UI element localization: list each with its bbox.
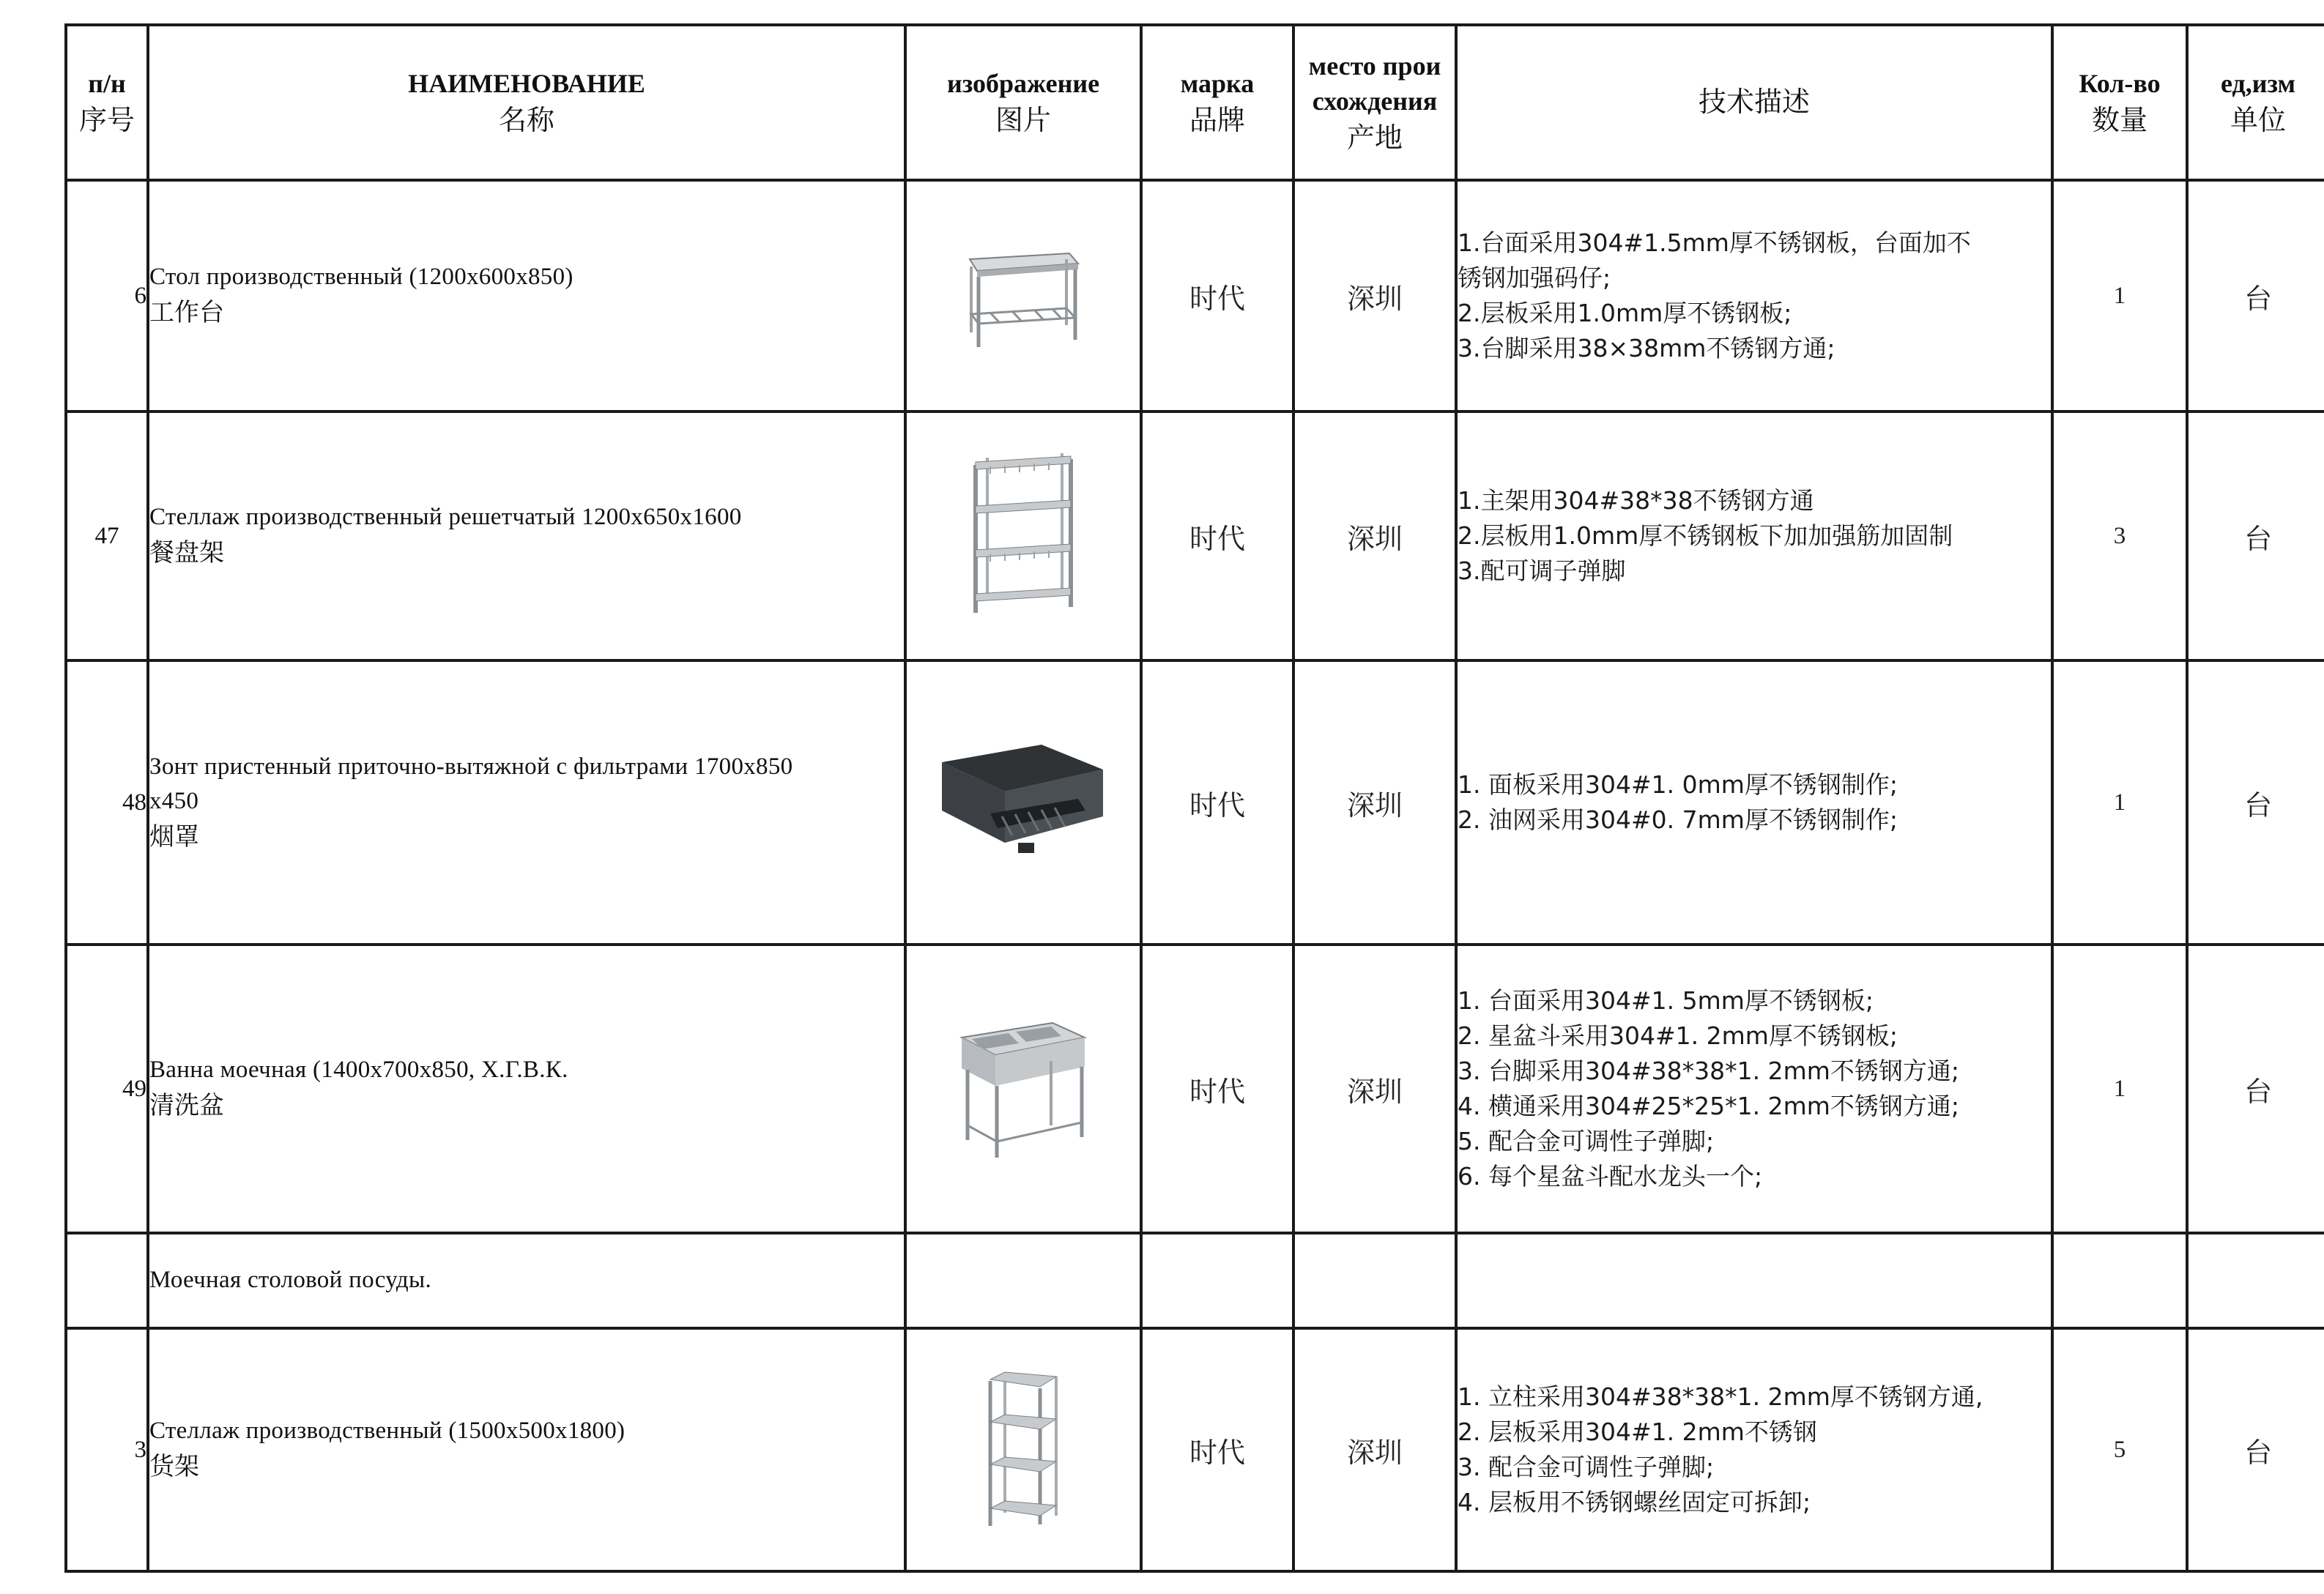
unit: 台 (2187, 945, 2324, 1233)
table-row (66, 945, 2324, 1233)
item-name: Стол производственный (1200х600х850) 工作台 (148, 180, 905, 411)
header-image: изображение 图片 (905, 25, 1141, 180)
spec-table (64, 23, 2324, 1573)
item-name: Стеллаж производственный решетчатый 1200х650х1600 餐盘架 (148, 411, 905, 660)
quantity: 1 (2052, 180, 2187, 411)
item-image (905, 180, 1141, 411)
rack-icon (961, 452, 1085, 620)
origin: 深圳 (1293, 660, 1456, 945)
header-brand: марка 品牌 (1141, 25, 1293, 180)
quantity: 1 (2052, 660, 2187, 945)
origin: 深圳 (1293, 1328, 1456, 1571)
brand: 时代 (1141, 945, 1293, 1233)
section-title: Моечная столовой посуды. (148, 1233, 905, 1328)
row-number: 6 (66, 180, 148, 411)
item-image (905, 1328, 1141, 1571)
unit: 台 (2187, 1328, 2324, 1571)
row-number: 49 (66, 945, 148, 1233)
row-number: 47 (66, 411, 148, 660)
item-image (905, 660, 1141, 945)
brand: 时代 (1141, 411, 1293, 660)
hood-icon (939, 740, 1107, 865)
shelf-icon (983, 1369, 1063, 1530)
tech-description: 1.主架用304#38*38不锈钢方通 2.层板用1.0mm厚不锈钢板下加加强筋加固制 3.配可调子弹脚 (1456, 411, 2052, 660)
brand: 时代 (1141, 1328, 1293, 1571)
unit: 台 (2187, 411, 2324, 660)
work-table-icon (961, 237, 1085, 354)
quantity: 1 (2052, 945, 2187, 1233)
header-row (66, 25, 2324, 180)
table-row (66, 1328, 2324, 1571)
header-no: п/н 序号 (66, 25, 148, 180)
tech-description: 1. 台面采用304#1. 5mm厚不锈钢板; 2. 星盆斗采用304#1. 2mm厚不锈钢板; 3. 台脚采用304#38*38*1. 2mm不锈钢方通; 4. 横通采用304#25*25*1. 2mm不锈钢方通; 5. 配合金可调性子弹脚; 6. 每个星盆斗配水龙头一个; (1456, 945, 2052, 1233)
quantity: 3 (2052, 411, 2187, 660)
header-name: НАИМЕНОВАНИЕ 名称 (148, 25, 905, 180)
table-row (66, 660, 2324, 945)
item-image (905, 945, 1141, 1233)
section-row (66, 1233, 2324, 1328)
header-desc: 技术描述 (1456, 25, 2052, 180)
item-name: Ванна моечная (1400х700х850, Х.Г.В.К. 清洗盆 (148, 945, 905, 1233)
brand: 时代 (1141, 180, 1293, 411)
origin: 深圳 (1293, 411, 1456, 660)
origin: 深圳 (1293, 180, 1456, 411)
table-row (66, 180, 2324, 411)
item-name: Зонт пристенный приточно-вытяжной с фильтрами 1700х850 х450 烟罩 (148, 660, 905, 945)
header-unit: ед,изм 单位 (2187, 25, 2324, 180)
item-name: Стеллаж производственный (1500х500х1800) 货架 (148, 1328, 905, 1571)
origin: 深圳 (1293, 945, 1456, 1233)
tech-description: 1. 立柱采用304#38*38*1. 2mm厚不锈钢方通, 2. 层板采用304#1. 2mm不锈钢 3. 配合金可调性子弹脚; 4. 层板用不锈钢螺丝固定可拆卸; (1456, 1328, 2052, 1571)
unit: 台 (2187, 660, 2324, 945)
row-number: 48 (66, 660, 148, 945)
brand: 时代 (1141, 660, 1293, 945)
quantity: 5 (2052, 1328, 2187, 1571)
tech-description: 1.台面采用304#1.5mm厚不锈钢板，台面加不 锈钢加强码仔; 2.层板采用1.0mm厚不锈钢板; 3.台脚采用38×38mm不锈钢方通; (1456, 180, 2052, 411)
unit: 台 (2187, 180, 2324, 411)
item-image (905, 411, 1141, 660)
header-origin: место прои схождения 产地 (1293, 25, 1456, 180)
row-number: 3 (66, 1328, 148, 1571)
table-row (66, 411, 2324, 660)
sink-icon (957, 1016, 1089, 1162)
header-qty: Кол-во 数量 (2052, 25, 2187, 180)
tech-description: 1. 面板采用304#1. 0mm厚不锈钢制作; 2. 油网采用304#0. 7mm厚不锈钢制作; (1456, 660, 2052, 945)
